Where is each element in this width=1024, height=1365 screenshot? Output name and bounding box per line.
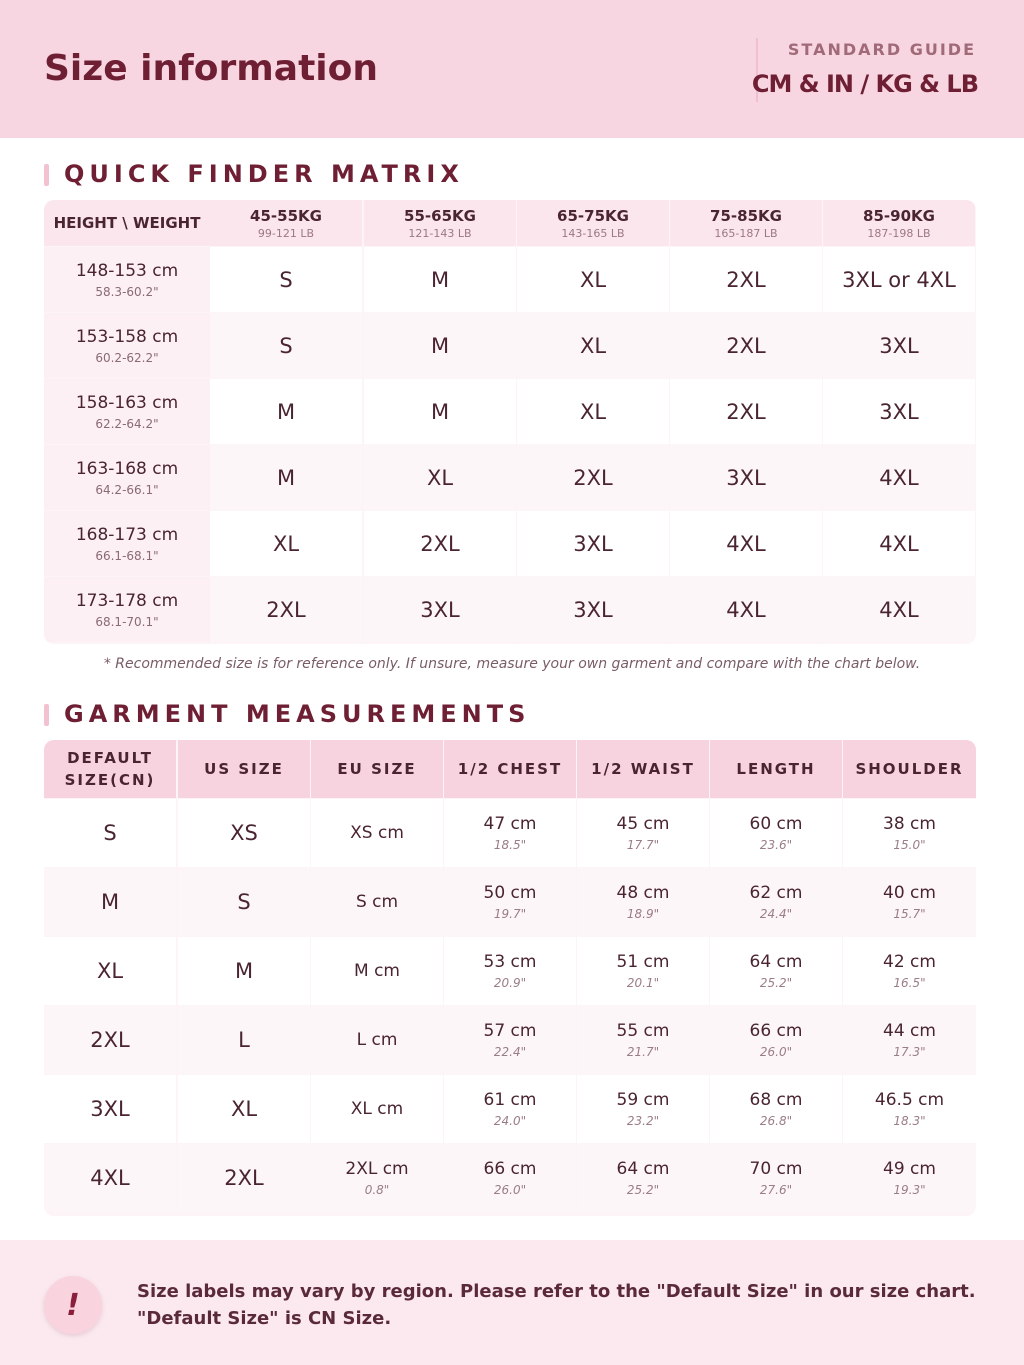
size-recommendation: 2XL — [364, 511, 516, 576]
page-title: Size information — [44, 48, 379, 89]
size-recommendation: M — [364, 379, 516, 444]
default-size-cn-value: XL — [96, 959, 124, 983]
height-in: 58.3-60.2" — [95, 284, 159, 299]
size-recommendation: 4XL — [670, 577, 822, 642]
half-chest-inches: 26.0" — [493, 1183, 527, 1197]
eu-size-inches: 0.8" — [364, 1183, 390, 1197]
length-value: 66 cm — [749, 1021, 803, 1041]
size-notice — [0, 1240, 1024, 1365]
half-chest-inches: 22.4" — [493, 1045, 527, 1059]
default-size-cn-cell — [44, 868, 176, 936]
weight-kg: 75-85KG — [710, 206, 782, 225]
height-in: 62.2-64.2" — [95, 416, 159, 431]
measurement-column-header: 1/2 CHEST — [444, 740, 576, 798]
half-chest-inches: 19.7" — [493, 907, 527, 921]
height-in: 68.1-70.1" — [95, 614, 159, 629]
half-waist-inches: 20.1" — [626, 976, 660, 990]
default-size-cn-cell — [44, 937, 176, 1005]
guide-units: CM & IN / KG & LB — [751, 70, 978, 98]
length-cell — [710, 1075, 842, 1143]
garment-measurements-title: GARMENT MEASUREMENTS — [44, 700, 530, 728]
size-recommendation: S — [210, 313, 362, 378]
measurement-column-header: SHOULDER — [843, 740, 976, 798]
eu-size-value: M cm — [354, 961, 400, 981]
shoulder-value: 42 cm — [883, 952, 936, 972]
half-waist-cell — [577, 937, 709, 1005]
shoulder-value: 49 cm — [883, 1159, 936, 1179]
length-cell — [710, 868, 842, 936]
eu-size-cell — [311, 799, 443, 867]
half-chest-inches: 20.9" — [493, 976, 527, 990]
half-waist-inches: 23.2" — [626, 1114, 660, 1128]
height-cm: 163-168 cm — [75, 458, 179, 479]
shoulder-inches: 19.3" — [893, 1183, 926, 1197]
eu-size-value: L cm — [356, 1030, 398, 1050]
length-cell — [710, 1006, 842, 1074]
height-cm: 158-163 cm — [75, 392, 179, 413]
shoulder-inches: 15.7" — [893, 907, 926, 921]
shoulder-inches: 18.3" — [893, 1114, 926, 1128]
half-waist-cell — [577, 1144, 709, 1212]
size-recommendation: 3XL — [517, 577, 669, 642]
weight-column-header — [364, 200, 516, 246]
height-cm: 173-178 cm — [75, 590, 179, 611]
measurement-column-header: EU SIZE — [311, 740, 443, 798]
size-recommendation: 4XL — [823, 445, 975, 510]
length-value: 68 cm — [749, 1090, 803, 1110]
half-waist-value: 45 cm — [616, 814, 670, 834]
weight-column-header — [823, 200, 975, 246]
size-recommendation: M — [364, 313, 516, 378]
eu-size-cell — [311, 1075, 443, 1143]
us-size-value: S — [237, 890, 251, 914]
shoulder-cell — [843, 799, 976, 867]
half-waist-cell — [577, 1006, 709, 1074]
default-size-cn-value: M — [100, 890, 120, 914]
default-size-cn-value: 3XL — [90, 1097, 130, 1121]
shoulder-cell — [843, 1006, 976, 1074]
height-row-header — [44, 445, 210, 510]
size-recommendation: XL — [517, 313, 669, 378]
half-waist-value: 48 cm — [616, 883, 670, 903]
shoulder-inches: 15.0" — [893, 838, 926, 852]
size-recommendation: 2XL — [670, 247, 822, 312]
us-size-cell — [178, 868, 310, 936]
reference-note: * Recommended size is for reference only. If unsure, measure your own garment and compare with the chart below. — [103, 656, 921, 672]
shoulder-inches: 17.3" — [893, 1045, 926, 1059]
eu-size-cell — [311, 1144, 443, 1212]
half-chest-value: 66 cm — [483, 1159, 537, 1179]
shoulder-cell — [843, 1144, 976, 1212]
height-row-header — [44, 247, 210, 312]
quick-finder-title: QUICK FINDER MATRIX — [44, 160, 464, 188]
length-value: 62 cm — [749, 883, 803, 903]
half-waist-value: 55 cm — [616, 1021, 670, 1041]
length-cell — [710, 937, 842, 1005]
shoulder-cell — [843, 868, 976, 936]
eu-size-value: S cm — [355, 892, 399, 912]
size-recommendation: XL — [364, 445, 516, 510]
us-size-value: L — [238, 1028, 250, 1052]
height-in: 60.2-62.2" — [95, 350, 159, 365]
eu-size-cell — [311, 937, 443, 1005]
size-recommendation: 2XL — [210, 577, 362, 642]
weight-column-header — [670, 200, 822, 246]
exclamation-icon: ! — [44, 1276, 102, 1334]
half-waist-cell — [577, 868, 709, 936]
default-size-cn-cell — [44, 1075, 176, 1143]
half-chest-inches: 24.0" — [493, 1114, 527, 1128]
default-size-cn-value: 2XL — [90, 1028, 130, 1052]
us-size-value: XL — [230, 1097, 258, 1121]
size-recommendation: XL — [210, 511, 362, 576]
measurement-column-header: LENGTH — [710, 740, 842, 798]
half-chest-value: 47 cm — [483, 814, 537, 834]
size-recommendation: M — [210, 445, 362, 510]
page-header — [0, 0, 1024, 138]
height-in: 66.1-68.1" — [95, 548, 159, 563]
size-recommendation: 3XL — [670, 445, 822, 510]
default-size-cn-value: 4XL — [90, 1166, 130, 1190]
length-value: 60 cm — [749, 814, 803, 834]
eu-size-cell — [311, 868, 443, 936]
height-row-header — [44, 379, 210, 444]
measurement-column-header: US SIZE — [178, 740, 310, 798]
size-recommendation: 3XL or 4XL — [823, 247, 975, 312]
eu-size-cell — [311, 1006, 443, 1074]
half-chest-value: 57 cm — [483, 1021, 537, 1041]
height-row-header — [44, 313, 210, 378]
half-chest-inches: 18.5" — [493, 838, 527, 852]
length-cell — [710, 799, 842, 867]
weight-lb: 143-165 LB — [561, 226, 625, 240]
height-cm: 148-153 cm — [75, 260, 179, 281]
weight-lb: 121-143 LB — [408, 226, 472, 240]
shoulder-value: 38 cm — [883, 814, 936, 834]
eu-size-value: 2XL cm — [345, 1159, 409, 1179]
weight-kg: 55-65KG — [404, 206, 476, 225]
us-size-value: XS — [230, 821, 258, 845]
weight-lb: 165-187 LB — [714, 226, 778, 240]
length-inches: 23.6" — [759, 838, 793, 852]
size-recommendation: 4XL — [823, 511, 975, 576]
size-recommendation: S — [210, 247, 362, 312]
size-recommendation: 2XL — [670, 313, 822, 378]
half-chest-cell — [444, 1144, 576, 1212]
size-recommendation: 3XL — [823, 379, 975, 444]
size-recommendation: 3XL — [364, 577, 516, 642]
default-size-cn-cell — [44, 1144, 176, 1212]
length-value: 64 cm — [749, 952, 803, 972]
half-waist-cell — [577, 799, 709, 867]
weight-column-header — [210, 200, 362, 246]
measurement-column-header: DEFAULT SIZE(CN) — [44, 740, 176, 798]
size-recommendation: XL — [517, 247, 669, 312]
shoulder-cell — [843, 1075, 976, 1143]
us-size-value: 2XL — [224, 1166, 264, 1190]
weight-kg: 65-75KG — [557, 206, 629, 225]
size-recommendation: M — [210, 379, 362, 444]
us-size-cell — [178, 799, 310, 867]
default-size-cn-value: S — [103, 821, 117, 845]
shoulder-value: 46.5 cm — [874, 1090, 945, 1110]
size-recommendation: 3XL — [823, 313, 975, 378]
matrix-corner-label: HEIGHT \ WEIGHT — [44, 200, 210, 246]
half-waist-value: 64 cm — [616, 1159, 670, 1179]
us-size-cell — [178, 1006, 310, 1074]
height-cm: 168-173 cm — [75, 524, 179, 545]
us-size-cell — [178, 937, 310, 1005]
half-waist-inches: 18.9" — [626, 907, 660, 921]
half-chest-value: 61 cm — [483, 1090, 537, 1110]
size-recommendation: 4XL — [823, 577, 975, 642]
length-inches: 27.6" — [759, 1183, 793, 1197]
half-chest-cell — [444, 868, 576, 936]
shoulder-value: 40 cm — [883, 883, 936, 903]
us-size-value: M — [234, 959, 254, 983]
weight-lb: 187-198 LB — [867, 226, 931, 240]
half-waist-inches: 25.2" — [626, 1183, 660, 1197]
weight-column-header — [517, 200, 669, 246]
us-size-cell — [178, 1144, 310, 1212]
weight-lb: 99-121 LB — [257, 226, 315, 240]
size-recommendation: 4XL — [670, 511, 822, 576]
default-size-cn-cell — [44, 1006, 176, 1074]
size-recommendation: 2XL — [517, 445, 669, 510]
garment-measurements-table — [44, 740, 976, 1216]
half-chest-cell — [444, 1075, 576, 1143]
size-recommendation: M — [364, 247, 516, 312]
shoulder-inches: 16.5" — [893, 976, 926, 990]
half-chest-cell — [444, 1006, 576, 1074]
half-waist-cell — [577, 1075, 709, 1143]
height-row-header — [44, 511, 210, 576]
weight-kg: 85-90KG — [863, 206, 935, 225]
height-in: 64.2-66.1" — [95, 482, 159, 497]
length-inches: 26.8" — [759, 1114, 793, 1128]
quick-finder-matrix — [44, 200, 976, 644]
guide-label: STANDARD GUIDE — [787, 40, 976, 59]
half-waist-value: 59 cm — [616, 1090, 670, 1110]
us-size-cell — [178, 1075, 310, 1143]
weight-kg: 45-55KG — [250, 206, 322, 225]
height-cm: 153-158 cm — [75, 326, 179, 347]
size-notice-text: Size labels may vary by region. Please refer to the "Default Size" in our size chart. "Default Size" is CN Size. — [137, 1281, 976, 1329]
measurement-column-header: 1/2 WAIST — [577, 740, 709, 798]
shoulder-value: 44 cm — [883, 1021, 936, 1041]
half-chest-cell — [444, 799, 576, 867]
half-waist-inches: 17.7" — [626, 838, 660, 852]
height-row-header — [44, 577, 210, 642]
half-chest-value: 53 cm — [483, 952, 537, 972]
length-cell — [710, 1144, 842, 1212]
length-inches: 24.4" — [759, 907, 793, 921]
half-chest-value: 50 cm — [483, 883, 537, 903]
size-recommendation: 3XL — [517, 511, 669, 576]
length-value: 70 cm — [749, 1159, 803, 1179]
eu-size-value: XS cm — [350, 823, 404, 843]
size-recommendation: 2XL — [670, 379, 822, 444]
length-inches: 25.2" — [759, 976, 793, 990]
half-chest-cell — [444, 937, 576, 1005]
length-inches: 26.0" — [759, 1045, 793, 1059]
default-size-cn-cell — [44, 799, 176, 867]
size-recommendation: XL — [517, 379, 669, 444]
half-waist-inches: 21.7" — [626, 1045, 660, 1059]
half-waist-value: 51 cm — [616, 952, 670, 972]
shoulder-cell — [843, 937, 976, 1005]
eu-size-value: XL cm — [350, 1099, 404, 1119]
